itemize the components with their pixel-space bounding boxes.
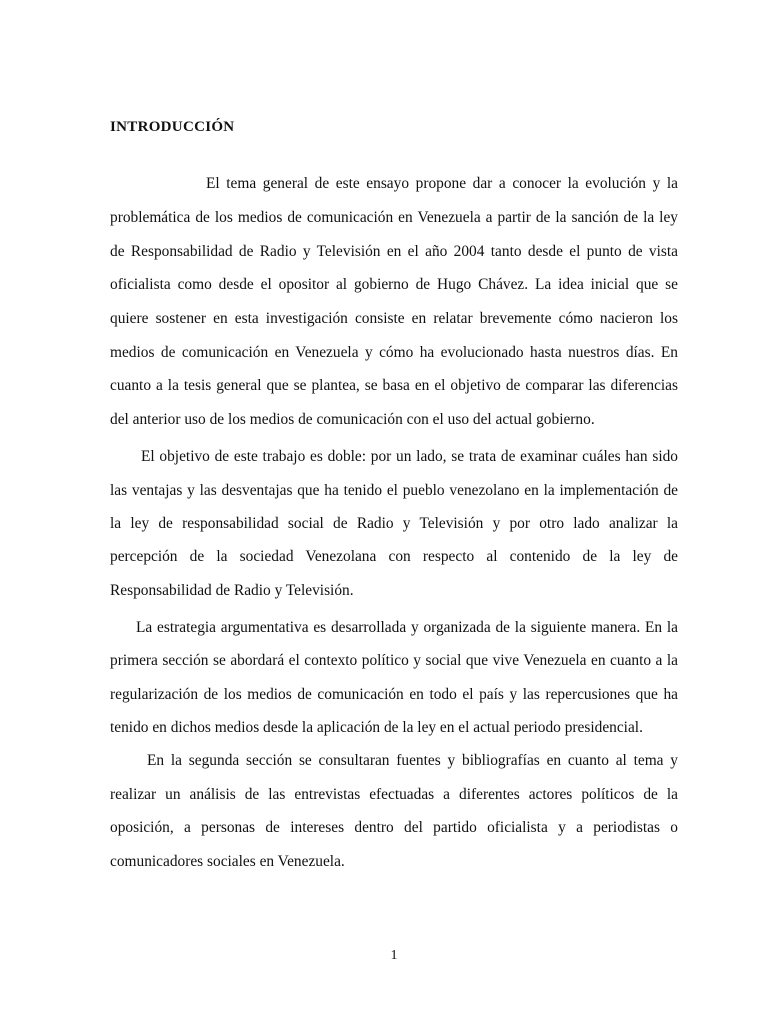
paragraph-4-line-2: realizar un análisis de las entrevistas efectuadas a diferentes actores políticos de la <box>110 786 678 803</box>
paragraph-2-line-1: El objetivo de este trabajo es doble: por un lado, se trata de examinar cuáles han sido <box>141 448 678 465</box>
paragraph-2-line-5: Responsabilidad de Radio y Televisión. <box>110 582 354 599</box>
paragraph-3-line-2: primera sección se abordará el contexto político y social que vive Venezuela en cuanto a la <box>110 652 678 669</box>
paragraph-2-line-2: las ventajas y las desventajas que ha tenido el pueblo venezolano en la implementación de <box>110 482 678 499</box>
paragraph-4-line-4: comunicadores sociales en Venezuela. <box>110 853 345 870</box>
paragraph-3-line-4: tenido en dichos medios desde la aplicación de la ley en el actual periodo presidencial. <box>110 719 643 736</box>
paragraph-2-line-3: la ley de responsabilidad social de Radio y Televisión y por otro lado analizar la <box>110 515 678 532</box>
paragraph-4-line-1: En la segunda sección se consultaran fuentes y bibliografías en cuanto al tema y <box>147 752 678 769</box>
page-number: 1 <box>390 948 398 963</box>
paragraph-1-line-3: de Responsabilidad de Radio y Televisión en el año 2004 tanto desde el punto de vista <box>110 243 678 260</box>
paragraph-4-line-3: oposición, a personas de intereses dentro del partido oficialista y a periodistas o <box>110 819 678 836</box>
paragraph-3-line-3: regularización de los medios de comunicación en todo el país y las repercusiones que ha <box>110 686 678 703</box>
paragraph-1-line-8: del anterior uso de los medios de comunicación con el uso del actual gobierno. <box>110 411 595 428</box>
paragraph-1-line-7: cuanto a la tesis general que se plantea, se basa en el objetivo de comparar las diferencias <box>110 377 678 394</box>
paragraph-1-line-2: problemática de los medios de comunicación en Venezuela a partir de la sanción de la ley <box>110 209 678 226</box>
paragraph-2-line-4: percepción de la sociedad Venezolana con respecto al contenido de la ley de <box>110 548 678 565</box>
paragraph-1-line-4: oficialista como desde el opositor al gobierno de Hugo Chávez. La idea inicial que se <box>110 276 678 293</box>
paragraph-1-line-1: El tema general de este ensayo propone dar a conocer la evolución y la <box>206 175 678 192</box>
paragraph-1-line-5: quiere sostener en esta investigación consiste en relatar brevemente cómo nacieron los <box>110 310 678 327</box>
paragraph-1-line-6: medios de comunicación en Venezuela y cómo ha evolucionado hasta nuestros días. En <box>110 344 678 361</box>
paragraph-3-line-1: La estrategia argumentativa es desarrollada y organizada de la siguiente manera. En la <box>136 619 678 636</box>
section-heading: INTRODUCCIÓN <box>110 119 235 135</box>
